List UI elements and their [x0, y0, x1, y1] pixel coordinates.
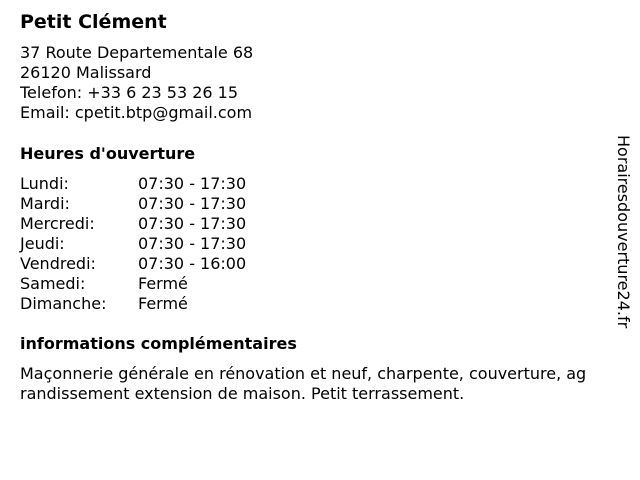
site-watermark: Horairesdouverture24.fr: [614, 135, 633, 329]
hours-row-wednesday: [20, 214, 246, 234]
day-label: Jeudi:: [20, 234, 65, 253]
day-hours: 07:30 - 17:30: [138, 174, 247, 193]
hours-row-sunday: [20, 294, 246, 314]
day-hours: 07:30 - 17:30: [138, 194, 247, 213]
day-hours: 07:30 - 16:00: [138, 254, 247, 273]
opening-hours-table: [20, 174, 246, 314]
additional-info-heading: informations complémentaires: [20, 334, 297, 353]
day-label: Mercredi:: [20, 214, 95, 233]
business-name: Petit Clément: [20, 11, 167, 33]
day-hours: 07:30 - 17:30: [138, 214, 247, 233]
hours-row-thursday: [20, 234, 246, 254]
description-line: Maçonnerie générale en rénovation et neuf, charpente, couverture, ag: [20, 364, 587, 383]
phone-number: Telefon: +33 6 23 53 26 15: [20, 83, 239, 102]
hours-row-friday: [20, 254, 246, 274]
address-street: 37 Route Departementale 68: [20, 43, 254, 62]
description-line: randissement extension de maison. Petit terrassement.: [20, 384, 465, 403]
day-label: Mardi:: [20, 194, 70, 213]
business-description: [20, 364, 630, 404]
day-label: Lundi:: [20, 174, 69, 193]
address-city: 26120 Malissard: [20, 63, 152, 82]
day-hours: 07:30 - 17:30: [138, 234, 247, 253]
day-hours: Fermé: [138, 294, 188, 313]
email-address: Email: cpetit.btp@gmail.com: [20, 103, 253, 122]
hours-row-tuesday: [20, 194, 246, 214]
day-label: Samedi:: [20, 274, 86, 293]
contact-block: [20, 43, 253, 123]
day-hours: Fermé: [138, 274, 188, 293]
hours-row-saturday: [20, 274, 246, 294]
day-label: Vendredi:: [20, 254, 96, 273]
day-label: Dimanche:: [20, 294, 107, 313]
hours-row-monday: [20, 174, 246, 194]
opening-hours-heading: Heures d'ouverture: [20, 144, 196, 163]
